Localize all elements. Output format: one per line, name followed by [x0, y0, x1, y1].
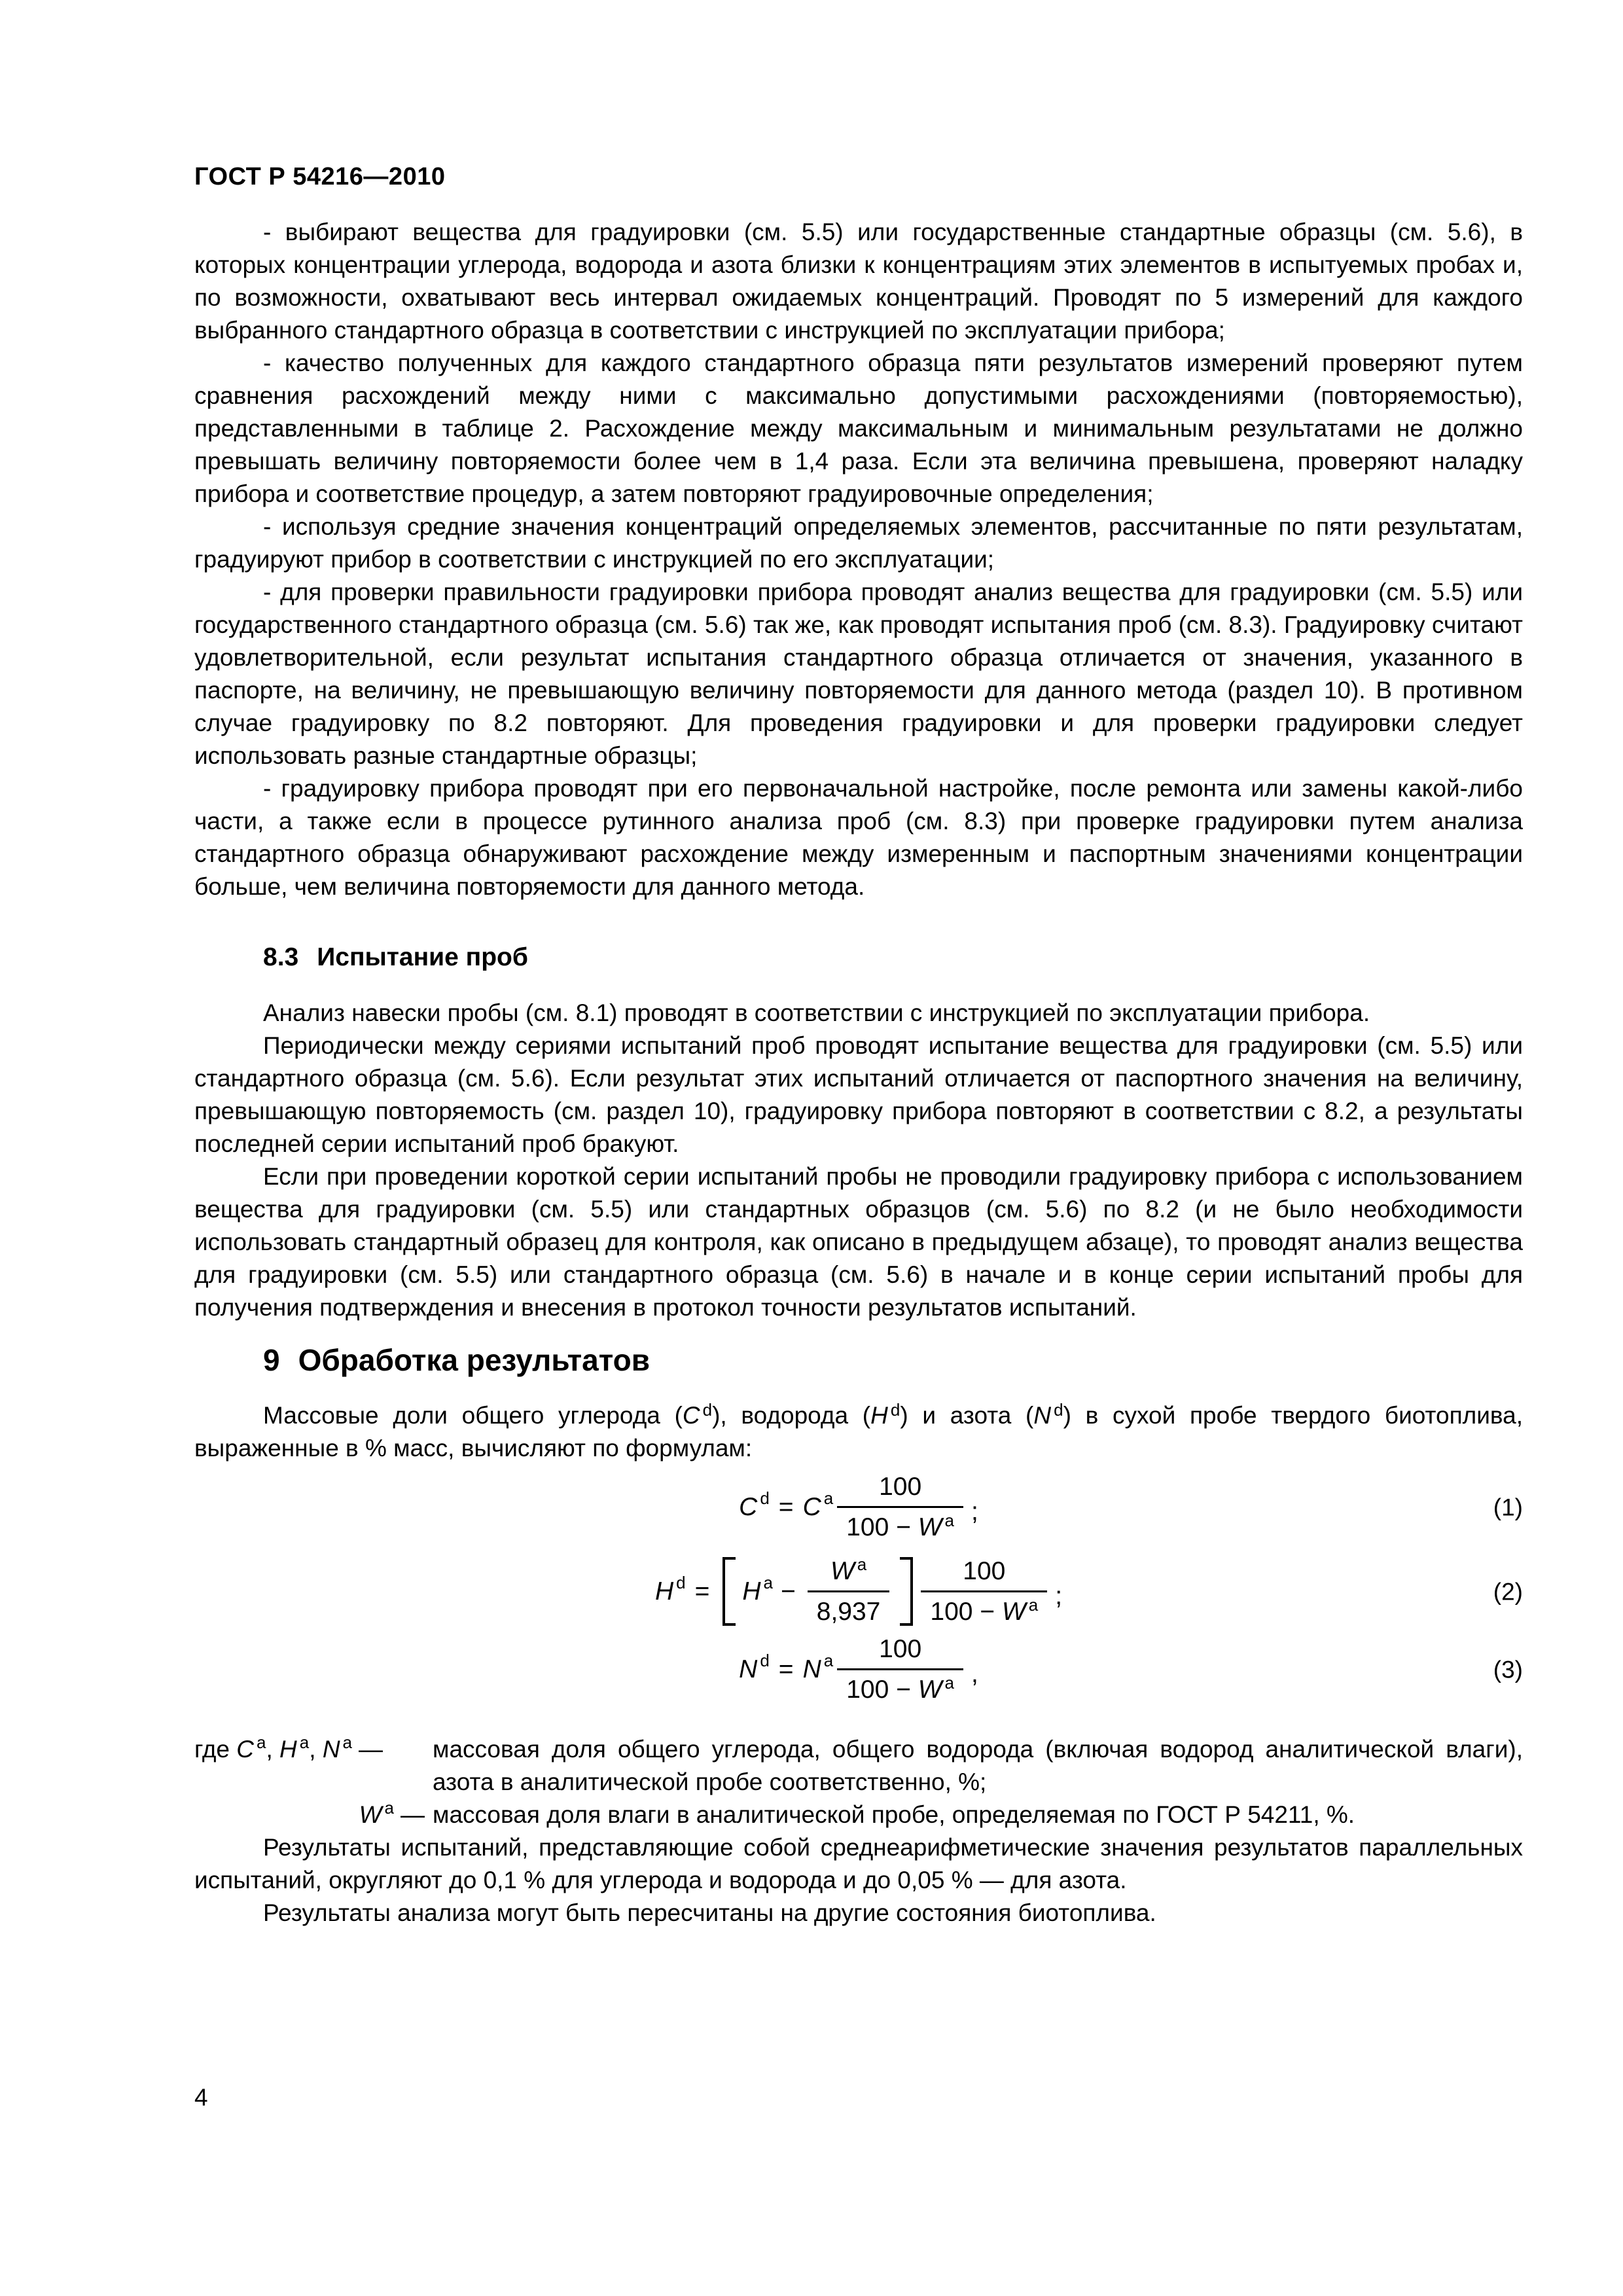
where-text: массовая доля влаги в аналитической пробе, определяемая по ГОСТ Р 54211, %. [433, 1801, 1355, 1828]
heading-number: 8.3 [263, 943, 299, 971]
symbol-C: C [236, 1736, 255, 1763]
page-number: 4 [194, 2084, 208, 2111]
punctuation: ; [1055, 1582, 1063, 1610]
minus-sign: − [781, 1577, 796, 1605]
paragraph: Результаты испытаний, представляющие собой среднеарифметические значения результатов параллельных испытаний, округляют до 0,1 % для углерода и водорода и до 0,05 % — для азота. [194, 1834, 1523, 1893]
running-header: ГОСТ Р 54216—2010 [194, 163, 446, 190]
section-8-3-paragraphs [194, 997, 1523, 1324]
symbol-W: W [830, 1557, 855, 1585]
superscript: a [384, 1798, 394, 1818]
where-row [194, 1733, 1523, 1799]
section-heading-8-3 [194, 941, 1523, 974]
formulas-intro-paragraph [194, 1399, 1523, 1465]
rhs-symbol: N [802, 1655, 821, 1683]
paragraph: Периодически между сериями испытаний проб проводят испытание вещества для градуировки (см. 5.5) или стандартного образца (см. 5.6). Если результат этих испытаний отличается от паспортного значения на величину, превышающую повторяемость (см. раздел 10), градуировку прибора повторяют в соответствии с 8.2, а результаты последней серии испытаний проб бракуют. [194, 1032, 1523, 1157]
equals-sign: = [694, 1577, 710, 1605]
section-8-2-paragraphs [194, 216, 1523, 903]
symbol-W: W [359, 1801, 382, 1828]
lhs-symbol: N [739, 1655, 758, 1683]
text-run: Массовые доли общего углерода ( [263, 1402, 683, 1429]
formula-2: H $^d$ = H $^a$ − $\frac{W ^a}{8,937}$ $\frac{100}{100 - W ^a}$ ; (2) [654, 1554, 1523, 1626]
em-dash: — [401, 1801, 425, 1828]
superscript: a [857, 1554, 867, 1574]
symbol-W: W [918, 1676, 942, 1704]
numerator [821, 1554, 876, 1590]
punctuation: ; [971, 1498, 978, 1526]
symbol-W: W [918, 1513, 942, 1541]
fraction [921, 1557, 1047, 1626]
symbol-N: N [1033, 1402, 1052, 1429]
where-row [194, 1799, 1523, 1831]
where-label [194, 1799, 425, 1831]
text-run: ) в сухой пробе твердого биотоплива, выраженные в % масс, вычисляют по формулам: [194, 1402, 1524, 1462]
lhs-symbol: C [739, 1493, 758, 1521]
section-heading-9 [194, 1340, 1523, 1380]
rhs-symbol: C [802, 1493, 821, 1521]
symbol-W: W [1001, 1598, 1026, 1626]
closing-paragraphs [194, 1831, 1523, 1929]
formula-3: N $^d$ = N $^a$ $\frac{100}{100 - W ^a}$ , (3) [739, 1635, 1523, 1704]
heading-title: Испытание проб [317, 943, 528, 971]
denominator [837, 1506, 963, 1541]
fraction [837, 1635, 963, 1704]
em-dash: — [359, 1736, 383, 1763]
text-run: ) и азота ( [900, 1402, 1034, 1429]
punctuation: , [971, 1660, 978, 1688]
right-bracket [900, 1557, 913, 1626]
fraction [808, 1554, 890, 1626]
fraction [837, 1473, 963, 1541]
superscript: a [299, 1732, 310, 1752]
symbol-C: C [682, 1402, 700, 1429]
paragraph: - качество полученных для каждого стандартного образца пяти результатов измерений проверяют путем сравнения расхождений между ними с максимально допустимыми расхождениями (повторяемостью), представленными в таблице 2. Расхождение между максимальным и минимальным результатами не должно превышать величину повторяемости более чем в 1,4 раза. Если эта величина превышена, проверяют наладку прибора и соответствие процедур, а затем повторяют градуировочные определения; [194, 350, 1523, 507]
paragraph: - используя средние значения концентраций определяемых элементов, рассчитанные по пяти результатам, градуируют прибор в соответствии с инструкцией по его эксплуатации; [194, 513, 1523, 573]
superscript: a [1028, 1595, 1039, 1615]
where-list [194, 1733, 1523, 1831]
where-label [194, 1733, 425, 1799]
equals-sign: = [778, 1655, 794, 1683]
symbol-N: N [322, 1736, 340, 1763]
text-run: где [194, 1736, 237, 1763]
superscript-d: d [890, 1400, 901, 1420]
heading-title: Обработка результатов [298, 1343, 650, 1377]
where-text: массовая доля общего углерода, общего водорода (включая водород аналитической влаги), азота в аналитической пробе соответственно, %; [433, 1736, 1523, 1795]
denominator [837, 1668, 963, 1704]
numerator: 100 [879, 1473, 922, 1501]
formula-number: (2) [1493, 1578, 1523, 1605]
text-run: 100 − [930, 1598, 1002, 1626]
formula-number: (1) [1493, 1494, 1523, 1520]
denominator [921, 1590, 1047, 1626]
superscript: a [944, 1673, 955, 1693]
numerator: 100 [879, 1635, 922, 1663]
lhs-symbol: H [654, 1577, 674, 1605]
superscript-d: d [702, 1400, 713, 1420]
page-content [194, 164, 1523, 1929]
superscript: a [257, 1732, 266, 1752]
denominator: 8,937 [808, 1590, 890, 1626]
text-run: 100 − [846, 1676, 918, 1704]
symbol-H: H [870, 1402, 888, 1429]
text-run: , [266, 1736, 280, 1763]
paragraph: Анализ навески пробы (см. 8.1) проводят в соответствии с инструкцией по эксплуатации прибора. [263, 999, 1370, 1026]
formula-1: C $^d$ = C $^a$ $\frac{100}{100 - W ^a}$ ; (1) [739, 1473, 1523, 1541]
text-run: ), водорода ( [712, 1402, 871, 1429]
symbol-H: H [279, 1736, 297, 1763]
text-run: 100 − [846, 1513, 918, 1541]
superscript-d: d [1054, 1400, 1063, 1420]
rhs-symbol: H [742, 1577, 761, 1605]
text-run: , [309, 1736, 323, 1763]
equations-block [194, 1473, 1523, 1704]
superscript: a [944, 1511, 955, 1530]
paragraph: - для проверки правильности градуировки прибора проводят анализ вещества для градуировки (см. 5.5) или государственного стандартного образца (см. 5.6) так же, как проводят испытания проб (см. 8.3). Градуировку считают удовлетворительной, если результат испытания стандартного образца отличается от значения, указанного в паспорте, на величину, не превышающую величину повторяемости для данного метода (раздел 10). В противном случае градуировку по 8.2 повторяют. Для проведения градуировки и для проверки градуировки следует использовать разные стандартные образцы; [194, 579, 1523, 769]
paragraph: - выбирают вещества для градуировки (см. 5.5) или государственные стандартные образцы (см. 5.6), в которых концентрации углерода, водорода и азота близки к концентрациям этих элементов в испытуемых пробах и, по возможности, охватывают весь интервал ожидаемых концентраций. Проводят по 5 измерений для каждого выбранного стандартного образца в соответствии с инструкцией по эксплуатации прибора; [194, 219, 1523, 344]
left-bracket [722, 1557, 736, 1626]
numerator: 100 [963, 1557, 1006, 1585]
paragraph: Если при проведении короткой серии испытаний пробы не проводили градуировку прибора с использованием вещества для градуировки (см. 5.5) или стандартных образцов (см. 5.6) по 8.2 (и не было необходимости использовать стандартный образец для контроля, как описано в предыдущем абзаце), то проводят анализ вещества для градуировки (см. 5.5) или стандартного образца (см. 5.6) в начале и в конце серии испытаний пробы для получения подтверждения и внесения в протокол точности результатов испытаний. [194, 1163, 1523, 1321]
paragraph: - градуировку прибора проводят при его первоначальной настройке, после ремонта или замены какой-либо части, а также если в процессе рутинного анализа проб (см. 8.3) при проверке градуировки путем анализа стандартного образца обнаруживают расхождение между измеренным и паспортным значениями концентрации больше, чем величина повторяемости для данного метода. [194, 775, 1523, 900]
equals-sign: = [778, 1493, 794, 1521]
formula-number: (3) [1493, 1656, 1523, 1683]
superscript: a [342, 1732, 353, 1752]
heading-number: 9 [263, 1343, 280, 1377]
paragraph: Результаты анализа могут быть пересчитаны на другие состояния биотоплива. [263, 1899, 1156, 1926]
